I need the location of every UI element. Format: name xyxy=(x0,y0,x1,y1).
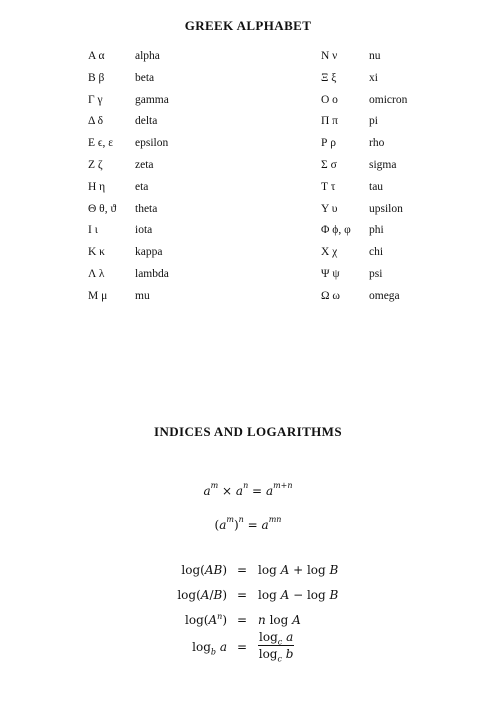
formula-exponent: n xyxy=(243,481,249,490)
greek-letter-row xyxy=(88,243,268,261)
greek-letter-symbols: Ψ ψ xyxy=(321,268,340,280)
formula-exponent: m xyxy=(226,515,234,524)
equals-operator: = xyxy=(236,640,248,654)
fraction-numerator: $\log_c a$ xyxy=(259,630,294,647)
greek-letter-row xyxy=(321,221,496,239)
equals-operator: = xyxy=(236,563,248,577)
greek-letter-symbols: Ρ ρ xyxy=(321,137,337,150)
greek-letter-name: kappa xyxy=(135,246,163,259)
greek-letter-row xyxy=(88,69,268,87)
greek-letter-name: alpha xyxy=(135,50,160,62)
greek-alphabet-title: GREEK ALPHABET xyxy=(184,18,312,33)
index-law-power xyxy=(0,515,496,532)
greek-letter-row xyxy=(88,112,268,130)
greek-letter-symbols: Ι ι xyxy=(88,224,98,237)
formula-base: a xyxy=(261,518,269,532)
greek-letter-row xyxy=(321,91,496,109)
greek-letter-row xyxy=(88,134,268,152)
greek-letter-row xyxy=(321,112,496,130)
greek-letter-symbols: Ζ ζ xyxy=(88,159,103,171)
greek-letter-symbols: Μ μ xyxy=(88,289,108,302)
greek-letter-symbols: Β β xyxy=(88,71,105,84)
greek-letter-symbols: Η η xyxy=(88,180,106,193)
greek-letter-row xyxy=(321,47,496,65)
rule-lhs: $\log(A^n)$ xyxy=(185,612,227,627)
rule-lhs: log(AB) xyxy=(181,563,227,577)
equals-operator: = xyxy=(247,518,258,532)
greek-letter-name: delta xyxy=(135,115,158,128)
greek-letter-name: psi xyxy=(369,268,383,280)
greek-letter-name: pi xyxy=(369,115,378,128)
formula-base: a xyxy=(219,518,227,532)
greek-letter-row xyxy=(88,200,268,218)
greek-letter-name: tau xyxy=(369,180,384,193)
greek-letter-name: lambda xyxy=(135,268,169,280)
greek-letter-symbols: Γ γ xyxy=(88,93,103,106)
greek-letter-symbols: Δ δ xyxy=(88,115,104,128)
greek-letter-row xyxy=(321,134,496,152)
formula-exponent: mn xyxy=(268,515,282,524)
greek-letter-symbols: Τ τ xyxy=(321,180,336,193)
fraction xyxy=(258,630,294,664)
rule-rhs: log A − log B xyxy=(258,588,339,602)
greek-letter-row xyxy=(88,265,268,283)
greek-letter-symbols: Ξ ξ xyxy=(321,71,337,84)
greek-letter-symbols: Ο ο xyxy=(321,93,338,106)
greek-letter-name: zeta xyxy=(135,159,154,171)
greek-letter-name: sigma xyxy=(369,159,397,171)
greek-letter-row xyxy=(321,287,496,305)
rule-lhs: $\log_b a$ xyxy=(192,640,227,657)
greek-letter-symbols: Ν ν xyxy=(321,50,338,62)
greek-letter-row xyxy=(321,178,496,196)
logarithm-rule xyxy=(0,611,496,629)
logarithm-rule xyxy=(0,630,496,664)
rule-rhs xyxy=(258,630,294,664)
formula-base: a xyxy=(265,484,274,498)
logarithm-rule xyxy=(0,561,496,579)
greek-letter-name: phi xyxy=(369,224,384,237)
greek-letter-name: mu xyxy=(135,289,150,302)
times-operator: × xyxy=(222,484,233,498)
index-law-product xyxy=(0,481,496,498)
greek-letter-name: epsilon xyxy=(135,137,169,150)
logarithm-rule xyxy=(0,586,496,604)
greek-letter-name: nu xyxy=(369,50,381,62)
formula-exponent: m xyxy=(210,481,219,490)
greek-letter-row xyxy=(321,156,496,174)
greek-letter-symbols: Φ ϕ, φ xyxy=(321,224,351,237)
formula-base: a xyxy=(203,484,211,498)
equals-operator: = xyxy=(236,588,248,602)
greek-letter-symbols: Ω ω xyxy=(321,289,340,302)
rule-rhs: log A + log B xyxy=(258,563,339,577)
greek-letter-row xyxy=(88,91,268,109)
greek-letter-symbols: Α α xyxy=(88,50,105,62)
equals-operator: = xyxy=(236,613,248,627)
indices-logarithms-title: INDICES AND LOGARITHMS xyxy=(154,424,342,439)
formula-exponent: n xyxy=(238,515,244,524)
fraction-denominator: $\log_c b$ xyxy=(258,647,294,664)
greek-letter-row xyxy=(88,287,268,305)
formula-exponent: m+n xyxy=(273,481,293,490)
equals-operator: = xyxy=(252,484,263,498)
greek-letter-name: beta xyxy=(135,71,155,84)
greek-letter-symbols: Θ θ, ϑ xyxy=(88,202,117,215)
greek-letter-symbols: Υ υ xyxy=(321,202,338,215)
greek-letter-name: iota xyxy=(135,224,153,237)
greek-letter-row xyxy=(321,265,496,283)
greek-letter-row xyxy=(88,47,268,65)
greek-letter-name: eta xyxy=(135,180,149,193)
greek-letter-name: chi xyxy=(369,246,384,259)
rule-rhs: n log A xyxy=(258,613,301,627)
greek-letter-symbols: Κ κ xyxy=(88,246,105,259)
close-paren: ) xyxy=(233,518,239,532)
open-paren: ( xyxy=(214,518,220,532)
greek-letter-row xyxy=(321,200,496,218)
greek-letter-name: rho xyxy=(369,137,385,150)
greek-letter-name: gamma xyxy=(135,93,169,106)
rule-lhs: log(A/B) xyxy=(177,588,227,602)
greek-letter-row xyxy=(88,221,268,239)
greek-letter-row xyxy=(321,243,496,261)
greek-letter-symbols: Ε ϵ, ε xyxy=(88,137,114,150)
greek-letter-symbols: Λ λ xyxy=(88,268,105,280)
greek-letter-name: upsilon xyxy=(369,202,403,215)
greek-letter-name: xi xyxy=(369,71,378,84)
greek-letter-symbols: Π π xyxy=(321,115,338,128)
formula-base: a xyxy=(235,484,244,498)
greek-letter-symbols: Σ σ xyxy=(321,159,337,171)
greek-letter-name: omicron xyxy=(369,93,408,106)
greek-letter-name: theta xyxy=(135,202,158,215)
greek-letter-name: omega xyxy=(369,289,400,302)
greek-letter-row xyxy=(321,69,496,87)
greek-letter-row xyxy=(88,156,268,174)
greek-letter-row xyxy=(88,178,268,196)
greek-letter-symbols: Χ χ xyxy=(321,246,338,259)
